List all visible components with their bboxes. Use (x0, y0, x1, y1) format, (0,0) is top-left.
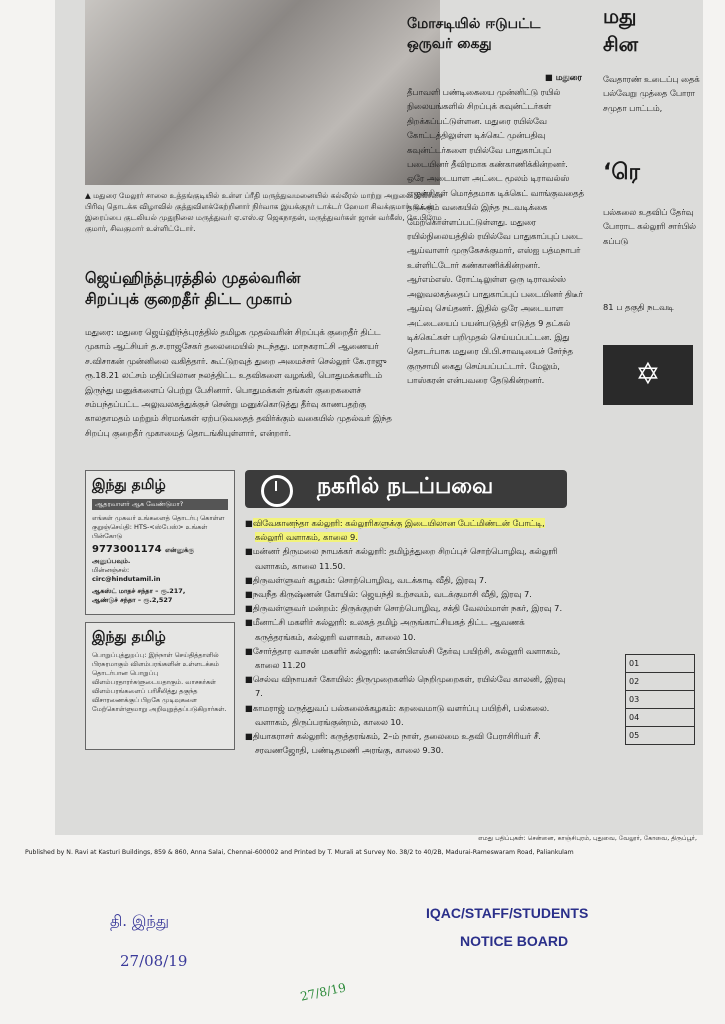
event-text: திருவள்ளுவர் கழகம்: சொற்பொழிவு, வடக்காடி வீதி, இரவு 7. (252, 574, 487, 585)
ad2-text: பொறுப்புத்துறப்பு: இந்நாள் செய்தித்தாளில் பிரசுரமாகும் விளம்பரங்களின் உள்ளடக்கம் தொடர்பான பொறுப்பு விளம்பரதாரர்களுடையதாகும். வாசகர்கள் விளம்பரங்களைப் பரிசீலித்து தகுந்த விசாரணைக்குப் பிறகே முடிவுகளை மேற்கொள்ளுமாறு அறிவுறுத்தப்படுகிறார்கள். (92, 651, 227, 713)
signature: 27/8/19 (299, 980, 348, 1004)
top-article-body: தீபாவளி பண்டிகையை முன்னிட்டு ரயில் நிலையங்களில் சிறப்புக் கவுன்ட்டர்கள் திறக்கப்பட்டுள்ளன. மதுரை ரயில்வே கோட்டத்திலுள்ள டிக்கெட் முன்பதிவு கவுன்ட்டர்களை ரயில்வே பாதுகாப்புப் படையினர் தீவிரமாக கண்காணிக்கின்றனர். ஒரே அடையாள அட்டை மூலம் டிராவல்ஸ் ஏஜன்சிகள் மொத்தமாக டிக்கெட் வாங்குவதைத் தடுக்கும் வகையில் இந்த நடவடிக்கை மேற்கொள்ளப்பட்டுள்ளது. மதுரை ரயில்நிலையத்தில் ரயில்வே பாதுகாப்புப் படை ஆய்வாளர் முருகேசக்குமார், எஸ்ஐ பத்மநாபர் உள்ளிட்டோர் கண்காணிக்கின்றனர். ஆர்எம்எஸ். ரோட்டிலுள்ள ஒரு டிராவல்ஸ் அலுவலகத்தைப் பாதுகாப்புப் படையினர் திடீர் ஆய்வு செய்தனர். இதில் ஒரே அடையாள அட்டையைப் பயன்படுத்தி எடுத்த 9 தட்கல் டிக்கெட்கள் பறிமுதல் செய்யப்பட்டன. இது தொடர்பாக மதுரை பி.பி.சாவடியைச் சேர்ந்த குருசாமி கைது செய்யப்பட்டார். மேலும், பாஸ்கரன் என்பவரை தேடுகின்றனர். (407, 87, 584, 386)
event-text: திருவள்ளுவர் மன்றம்: திருக்குறள் சொற்பொழிவு, சக்தி வேலம்மாள் நகர், இரவு 7. (252, 603, 563, 614)
events-list (245, 516, 575, 757)
photo-caption: ▲ மதுரை மேலூர் சாலை உத்தங்குடியில் உள்ள ப்ரீதி மருத்துவமனையில் கல்லீரல் மாற்று அறுவை சிகிச்சை பிரிவு தொடக்க விழாவில் குத்துவிளக்கேற்றினார் நிர்வாக இயக்குநர் டாக்டர் ஹேமா சிவக்குமார். உடன் இரைப்பை குடலியல் முதுநிலை மருத்துவர் ஏ.எஸ்.ஏ ஜெகநாதன், மருத்துவர்கள் ஜான் வர்கீஸ், கே.பிரேம குமார், சிவகுமார் உள்ளிட்டோர். (85, 191, 443, 233)
subscription-ad (85, 470, 235, 615)
event-item (245, 601, 575, 615)
ad1-line1: ஆதரவாளர் ஆக வேண்டுமா? (92, 499, 228, 510)
event-text: நவநீத கிருஷ்ணன் கோயில்: ஜெயந்தி உற்சவம், வடக்குமாசி வீதி, இரவு 7. (252, 589, 532, 600)
event-text: தியாகராசர் கல்லூரி: கருத்தரங்கம், 2–ம் நாள், தலைமை உதவி பேராசிரியர் சீ. சரவணஜோதி, பண்டிதமணி அரங்கு, காலை 9.30. (252, 731, 541, 756)
right-frag3: ‘ரெ (603, 160, 640, 185)
ad1-email: circ@hindutamil.in (92, 575, 161, 583)
top-headline-line1: மோசடியில் ஈடுபட்ட (407, 16, 541, 32)
footer-imprint: Published by N. Ravi at Kasturi Buildings, 859 & 860, Anna Salai, Chennai-600002 and Printed by T. Murali at Survey No. 38/2 to 40/2B, Madurai-Rameswaram Road, Paliankulam (25, 849, 574, 856)
event-text: மீனாட்சி மகளிர் கல்லூரி: உலகத் தமிழ் அருங்காட்சியகத் திட்ட ஆவணக் கருத்தரங்கம், கல்லூரி வளாகம், காலை 10. (252, 617, 525, 642)
ad1-email-label: மின்னஞ்சல்: (92, 566, 130, 574)
right-table (625, 655, 695, 745)
event-text: சோர்த்தார வாசன் மகளிர் கல்லூரி: டீஎன்பிஎஸ்சி தேர்வு பயிற்சி, கல்லூரி வளாகம், காலை 11.20 (252, 645, 561, 671)
top-article-headline (407, 14, 587, 54)
events-title: நகரில் நடப்பவை (317, 474, 494, 499)
ad1-rate1: ஆகஸ்ட் மாதச் சந்தா – ரூ.217, (92, 587, 186, 595)
right-frag6: 81 ப தகுதி நடவடி (603, 302, 674, 312)
right-frag5: பல்கலை உதவிப் தேர்வு போராட கல்லூரி சார்பில் கப்படு (603, 207, 696, 246)
event-text: விவேகானந்தா கல்லூரி: கல்லூரிகளுக்கு இடையிலான பேட்மிண்டன் போட்டி, கல்லூரி வளாகம், காலை 9. (252, 518, 545, 543)
handwritten-source: தி. இந்து (110, 912, 170, 930)
event-text: மன்னர் திருமலை நாயக்கர் கல்லூரி: தமிழ்த்துறை சிறப்புச் சொற்பொழிவு, கல்லூரி வளாகம், காலை 11.50. (252, 546, 558, 571)
stamp-line2: NOTICE BOARD (460, 933, 569, 949)
table-row: 05 (625, 726, 695, 745)
event-item (245, 672, 575, 700)
table-row: 04 (625, 708, 695, 727)
ad1-line2: எங்கள் முகவர் உங்களைத் தொடர்பு கொள்ள குறுஞ்செய்தி: HTS-<ஸ்பேஸ்> உங்கள் பின்கோடு (92, 514, 225, 540)
ad1-phone: 9773001174 (92, 544, 162, 555)
event-item (245, 573, 575, 587)
footer (25, 835, 703, 856)
ad2-brand: இந்து தமிழ் (92, 629, 166, 645)
second-article-headline (85, 268, 415, 310)
event-item (245, 701, 575, 729)
second-headline-line2: சிறப்புக் குறைதீர் திட்ட முகாம் (85, 290, 293, 308)
table-row: 01 (625, 654, 695, 673)
event-item (245, 729, 575, 757)
newspaper-clipping (55, 0, 703, 835)
footer-editions: எமது பதிப்புகள்: சென்னை, காஞ்சிபுரம், புதுவை, வேலூர், கோவை, திருப்பூர், (478, 835, 697, 842)
table-row: 02 (625, 672, 695, 691)
clock-icon (261, 475, 293, 507)
handwritten-date: 27/08/19 (120, 952, 188, 970)
top-article-dateline: ■ மதுரை (545, 72, 582, 82)
event-text: காமராஜ் மருத்துவப் பல்கலைக்கழகம்: கறவைமாடு வளர்ப்பு பயிற்சி, பல்கலை. வளாகம், திருப்பரங்குன்றம், காலை 10. (252, 702, 550, 727)
right-frag2: சின (603, 32, 639, 56)
event-item (245, 644, 575, 672)
top-headline-line2: ஒருவர் கைது (407, 36, 492, 52)
event-item (245, 516, 575, 544)
second-headline-line1: ஜெய்ஹிந்த்புரத்தில் முதல்வரின் (85, 269, 301, 287)
ad1-brand: இந்து தமிழ் (92, 477, 166, 493)
second-article-body: மதுரை: மதுரை ஜெய்ஹிந்த்புரத்தில் தமிழக முதல்வரின் சிறப்புக் குறைதீர் திட்ட முகாம் ஆட்சியர் த.ச.ராஜசேகர் தலைமையில் நடந்தது. மாநகராட்சி ஆணையர் ச.விசாகன் முன்னிலை வகித்தார். கூட்டுறவுத் துறை அமைச்சர் செல்லூர் கே.ராஜு ரூ.18.21 லட்சம் மதிப்பிலான நலத்திட்ட உதவிகளை வழங்கி, பொதுமக்களிடம் இருந்து மனுக்களைப் பெற்று பேசினார். பொதுமக்கள் தங்கள் குறைகளைச் சம்பந்தப்பட்ட அலுவலகத்துக்குச் சென்று மனுக்கொடுத்து தீர்வு காணபதற்கு காலதாமதம் மற்றும் சிரமங்கள் ஏற்படுவதைத் தவிர்க்கும் வகையில் முதல்வர் இந்த சிறப்பு குறைதீர் முகாமைத் தொடங்கியுள்ளார், என்றார். (85, 327, 392, 438)
event-photo (85, 0, 440, 185)
star-of-david-icon: ✡ (603, 345, 693, 405)
right-column (595, 0, 703, 835)
stamp-line1: IQAC/STAFF/STUDENTS (426, 905, 589, 921)
event-text: செல்வ விநாயகர் கோயில்: திருமுறைகளில் நெறிமுறைகள், ரயில்வே காலனி, இரவு 7. (252, 674, 566, 699)
event-item (245, 544, 575, 572)
event-item (245, 615, 575, 643)
right-frag1: மது (603, 4, 637, 28)
ad1-rate2: ஆண்டுச் சந்தா – ரூ.2,527 (92, 596, 173, 604)
ad1-phone-note: என்னுக்கு அனுப்பவும். (92, 546, 194, 565)
events-header (245, 470, 567, 508)
event-item (245, 587, 575, 601)
disclaimer-ad (85, 622, 235, 750)
table-row: 03 (625, 690, 695, 709)
right-frag4: வேதாரண் உடைப்பு தைக் பல்வேறு முத்தை போரா சமுதா பாட்டம், (603, 74, 700, 113)
